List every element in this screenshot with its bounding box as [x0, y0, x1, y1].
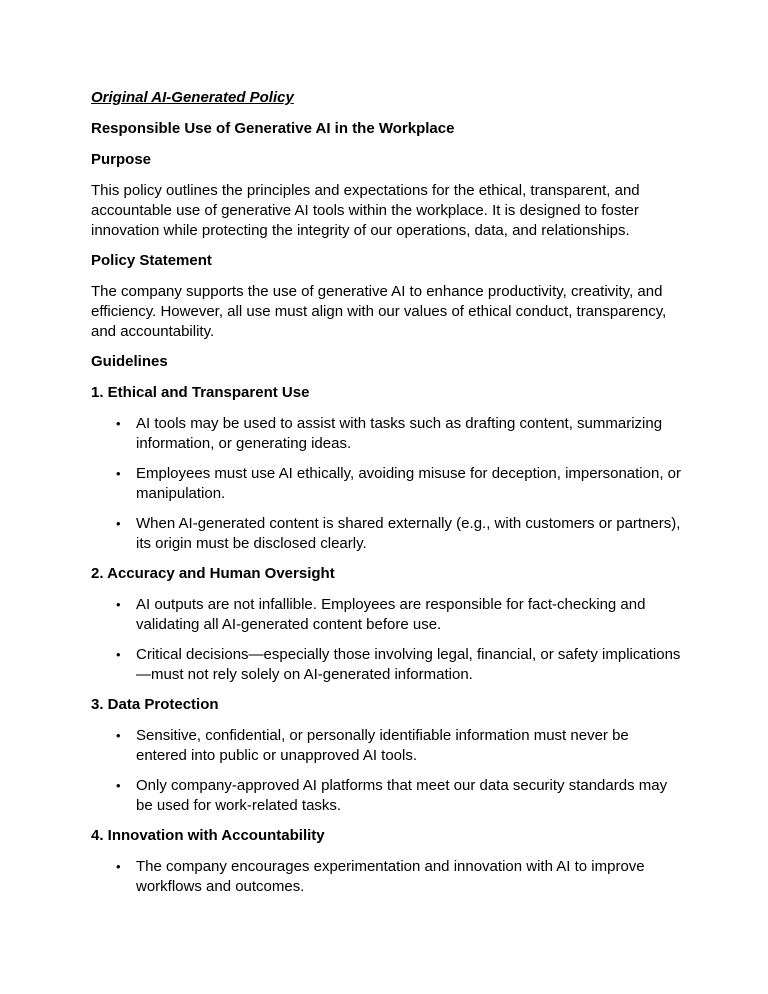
- bullet-icon: •: [116, 597, 121, 612]
- bullet-icon: •: [116, 859, 121, 874]
- policy-statement-heading: Policy Statement: [91, 252, 212, 269]
- section-heading: 1. Ethical and Transparent Use: [91, 384, 310, 401]
- section-heading: 3. Data Protection: [91, 696, 219, 713]
- bullet-icon: •: [116, 516, 121, 531]
- list-item-text: Employees must use AI ethically, avoiding misuse for deception, impersonation, or manipulation.: [136, 465, 681, 502]
- bullet-list: [91, 414, 681, 554]
- list-item-text: Sensitive, confidential, or personally identifiable information must never be entered into public or unapproved AI tools.: [136, 727, 629, 764]
- list-item: [91, 464, 681, 504]
- list-item: [91, 857, 681, 897]
- document-page: [91, 88, 681, 907]
- policy-name-heading: Responsible Use of Generative AI in the Workplace: [91, 120, 455, 137]
- document-title: Original AI-Generated Policy: [91, 89, 294, 106]
- guidelines-heading: Guidelines: [91, 353, 168, 370]
- purpose-heading: Purpose: [91, 151, 152, 168]
- list-item: [91, 595, 681, 635]
- bullet-icon: •: [116, 416, 121, 431]
- list-item: [91, 414, 681, 454]
- section-heading: 2. Accuracy and Human Oversight: [91, 565, 335, 582]
- policy-statement-paragraph: The company supports the use of generative AI to enhance productivity, creativity, and efficiency. However, all use must align with our values of ethical conduct, transparency, and accountability.: [91, 283, 667, 340]
- bullet-list: [91, 857, 681, 897]
- bullet-icon: •: [116, 778, 121, 793]
- list-item: [91, 726, 681, 766]
- list-item-text: AI tools may be used to assist with tasks such as drafting content, summarizing information, or generating ideas.: [136, 415, 663, 452]
- list-item-text: Only company-approved AI platforms that meet our data security standards may be used for work-related tasks.: [136, 777, 668, 814]
- list-item: [91, 776, 681, 816]
- bullet-icon: •: [116, 647, 121, 662]
- list-item-text: Critical decisions—especially those involving legal, financial, or safety implications—must not rely solely on AI-generated information.: [136, 646, 681, 683]
- bullet-list: [91, 726, 681, 816]
- section-heading: 4. Innovation with Accountability: [91, 827, 325, 844]
- bullet-icon: •: [116, 466, 121, 481]
- bullet-icon: •: [116, 728, 121, 743]
- list-item-text: When AI-generated content is shared externally (e.g., with customers or partners), its origin must be disclosed clearly.: [136, 515, 681, 552]
- bullet-list: [91, 595, 681, 685]
- list-item-text: AI outputs are not infallible. Employees are responsible for fact-checking and validating all AI-generated content before use.: [136, 596, 646, 633]
- list-item: [91, 645, 681, 685]
- list-item-text: The company encourages experimentation and innovation with AI to improve workflows and outcomes.: [136, 858, 645, 895]
- purpose-paragraph: This policy outlines the principles and expectations for the ethical, transparent, and accountable use of generative AI tools within the workplace. It is designed to foster innovation while protecting the integrity of our operations, data, and relationships.: [91, 182, 640, 239]
- list-item: [91, 514, 681, 554]
